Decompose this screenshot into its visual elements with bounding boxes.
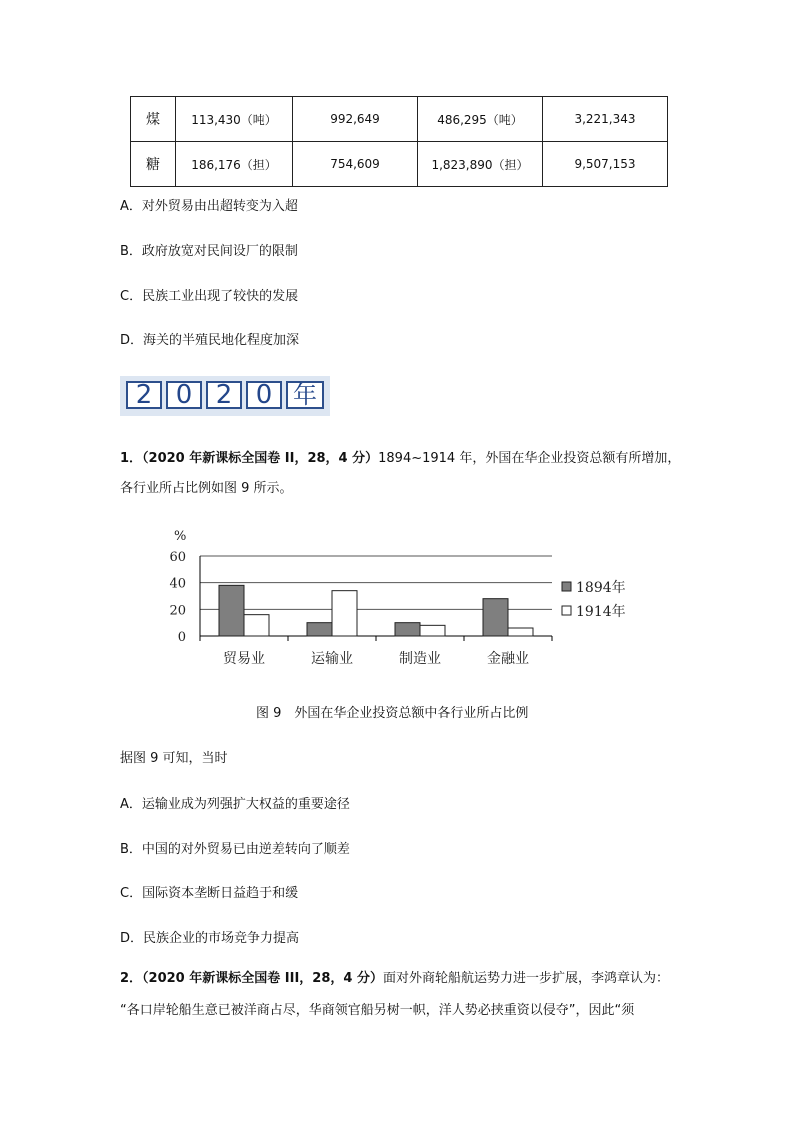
q2-source: （2020 年新课标全国卷 III，28，4 分） xyxy=(142,971,383,986)
industry-share-chart xyxy=(160,520,640,680)
q2-line1 xyxy=(120,970,669,988)
table-row xyxy=(131,97,668,142)
y-tick-label: 60 xyxy=(169,550,186,565)
banner-digit: 2 xyxy=(126,381,162,409)
legend-swatch xyxy=(562,582,571,591)
banner-digit: 0 xyxy=(246,381,282,409)
y-tick-label: 0 xyxy=(177,630,186,645)
banner-digit: 0 xyxy=(166,381,202,409)
legend-label: 1914年 xyxy=(576,604,626,620)
table-cell: 糖 xyxy=(131,142,176,187)
legend-label: 1894年 xyxy=(576,580,626,596)
x-tick-label: 贸易业 xyxy=(223,651,265,667)
y-tick-label: 20 xyxy=(169,603,186,619)
q1-option-d: D．民族企业的市场竞争力提高 xyxy=(120,931,300,946)
table-cell: 186,176（担） xyxy=(176,142,293,187)
q1-lead: 据图 9 可知，当时 xyxy=(120,751,228,766)
table-cell: 754,609 xyxy=(293,142,418,187)
q1-text: 1894~1914 年，外国在华企业投资总额有所增加， xyxy=(378,451,681,466)
option-c: C．民族工业出现了较快的发展 xyxy=(120,289,299,304)
table-cell: 1,823,890（担） xyxy=(418,142,543,187)
trade-table xyxy=(130,96,668,187)
option-d: D．海关的半殖民地化程度加深 xyxy=(120,333,300,348)
year-banner xyxy=(120,376,330,416)
option-b: B．政府放宽对民间设厂的限制 xyxy=(120,244,298,259)
x-tick-label: 运输业 xyxy=(311,651,353,667)
table-cell: 3,221,343 xyxy=(543,97,668,142)
q1-line1 xyxy=(120,450,680,468)
legend-swatch xyxy=(562,606,571,615)
table-cell: 9,507,153 xyxy=(543,142,668,187)
q1-option-b: B．中国的对外贸易已由逆差转向了顺差 xyxy=(120,842,350,857)
q1-option-c: C．国际资本垄断日益趋于和缓 xyxy=(120,886,299,901)
bar xyxy=(420,625,445,636)
q2-text: 面对外商轮船航运势力进一步扩展，李鸿章认为： xyxy=(382,971,669,986)
q1-option-a: A．运输业成为列强扩大权益的重要途径 xyxy=(120,797,350,812)
bar xyxy=(244,615,269,636)
table-cell: 煤 xyxy=(131,97,176,142)
table-cell: 113,430（吨） xyxy=(176,97,293,142)
q1-source: （2020 年新课标全国卷 II，28，4 分） xyxy=(142,451,379,466)
bar xyxy=(483,599,508,636)
q1-line2: 各行业所占比例如图 9 所示。 xyxy=(120,481,293,496)
bar xyxy=(332,591,357,636)
q2-line2: “各口岸轮船生意已被洋商占尽，华商领官船另树一帜，洋人势必挟重资以侵夺”，因此“须 xyxy=(120,1003,635,1018)
table-cell: 992,649 xyxy=(293,97,418,142)
x-tick-label: 制造业 xyxy=(399,651,441,667)
bar xyxy=(395,623,420,636)
table-cell: 486,295（吨） xyxy=(418,97,543,142)
y-axis-label: % xyxy=(174,529,187,544)
table-row xyxy=(131,142,668,187)
q1-number: 1． xyxy=(120,451,143,466)
x-tick-label: 金融业 xyxy=(487,651,529,667)
bar xyxy=(219,585,244,636)
q2-number: 2． xyxy=(120,971,143,986)
figure-caption: 图 9 外国在华企业投资总额中各行业所占比例 xyxy=(256,706,529,721)
y-tick-label: 40 xyxy=(169,576,186,592)
banner-digit: 2 xyxy=(206,381,242,409)
bar xyxy=(307,623,332,636)
bar xyxy=(508,628,533,636)
banner-suffix: 年 xyxy=(286,381,324,409)
option-a: A．对外贸易由出超转变为入超 xyxy=(120,199,298,214)
